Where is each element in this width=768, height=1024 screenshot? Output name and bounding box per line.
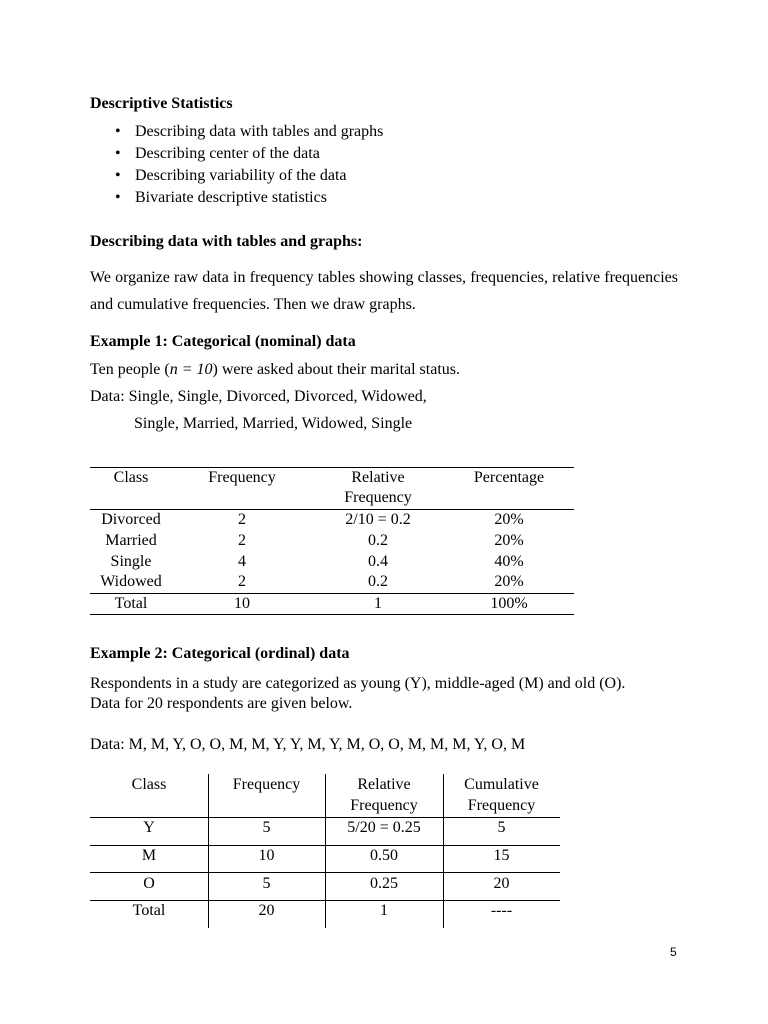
list-item [90,165,383,187]
cell-total-percentage: 100% [490,595,528,612]
cell-relative-frequency: 0.2 [368,573,388,590]
list-item [90,121,383,143]
cell-frequency: 2 [238,573,246,590]
cell-frequency: 4 [238,553,246,570]
cell-class: Single [110,553,152,570]
cell-percentage: 20% [494,532,524,549]
bullet-icon: • [115,189,121,206]
cell-cumulative-frequency: 5 [497,819,506,836]
page-heading: Descriptive Statistics [90,95,233,112]
cell-class: Married [105,532,157,549]
section-heading: Describing data with tables and graphs: [90,233,363,250]
example1-title: Example 1: Categorical (nominal) data [90,333,356,350]
topics-list [90,121,383,209]
cell-class: O [143,875,155,892]
header-relative: Relative [357,776,411,793]
cell-total-label: Total [132,902,166,919]
cell-relative-frequency: 5/20 = 0.25 [347,819,421,836]
header-relative-frequency: Frequency [350,797,418,814]
cell-class: Widowed [100,573,162,590]
list-item-text: Describing center of the data [135,145,320,162]
example2-title: Example 2: Categorical (ordinal) data [90,645,350,662]
list-item-text: Describing variability of the data [135,167,347,184]
bullet-icon: • [115,167,121,184]
header-cumulative: Cumulative [464,776,539,793]
example1-data-line2: Single, Married, Married, Widowed, Single [134,415,413,432]
cell-total-relative: 1 [374,595,382,612]
header-relative: Relative [351,469,405,486]
sentence-end: ) were asked about their marital status. [212,361,460,378]
age-group-table [90,774,560,928]
cell-class: Divorced [101,511,161,528]
example2-data-line: Data: M, M, Y, O, O, M, M, Y, Y, M, Y, M, O, O, M, M, M, Y, O, M [90,736,526,753]
cell-percentage: 20% [494,511,524,528]
header-frequency: Frequency [208,469,276,486]
cell-total-frequency: 20 [258,902,275,919]
cell-relative-frequency: 2/10 = 0.2 [345,511,411,528]
header-class: Class [113,469,149,486]
header-class: Class [131,776,167,793]
header-percentage: Percentage [473,469,545,486]
cell-relative-frequency: 0.25 [370,875,398,892]
cell-class: M [141,847,157,864]
list-item [90,143,383,165]
header-cumulative-frequency: Frequency [467,797,536,814]
cell-frequency: 5 [262,819,271,836]
header-relative-frequency: Frequency [344,489,412,506]
cell-percentage: 40% [494,553,524,570]
cell-frequency: 2 [238,532,246,549]
cell-relative-frequency: 0.50 [370,847,398,864]
cell-frequency: 10 [258,847,275,864]
cell-total-frequency: 10 [234,595,250,612]
table-bottom-rule [90,614,574,615]
list-item-text: Bivariate descriptive statistics [135,189,327,206]
cell-percentage: 20% [494,573,524,590]
cell-total-relative: 1 [380,902,388,919]
list-item [90,187,383,209]
cell-total-label: Total [114,595,148,612]
cell-total-cumulative: ---- [490,902,513,919]
list-item-text: Describing data with tables and graphs [135,123,384,140]
table-rule [90,872,560,873]
cell-frequency: 2 [238,511,246,528]
cell-relative-frequency: 0.2 [368,532,388,549]
sample-size-math: n = 10 [169,361,213,378]
cell-frequency: 5 [262,875,271,892]
cell-cumulative-frequency: 15 [493,847,510,864]
example2-description-line2: Data for 20 respondents are given below. [90,695,353,712]
cell-cumulative-frequency: 20 [493,875,510,892]
sentence-start: Ten people ( [90,361,170,378]
bullet-icon: • [115,145,121,162]
cell-relative-frequency: 0.4 [368,553,388,570]
cell-class: Y [143,819,155,836]
intro-paragraph: We organize raw data in frequency tables showing classes, frequencies, relative frequencies and cumulative frequencies. Then we draw graphs. [90,269,678,313]
bullet-icon: • [115,123,121,140]
example1-data-line1: Data: Single, Single, Divorced, Divorced, Widowed, [90,388,427,405]
example2-description-line1: Respondents in a study are categorized as young (Y), middle-aged (M) and old (O). [90,675,626,692]
example1-sentence [90,359,460,381]
header-frequency: Frequency [232,776,301,793]
page-number: 5 [670,945,677,959]
